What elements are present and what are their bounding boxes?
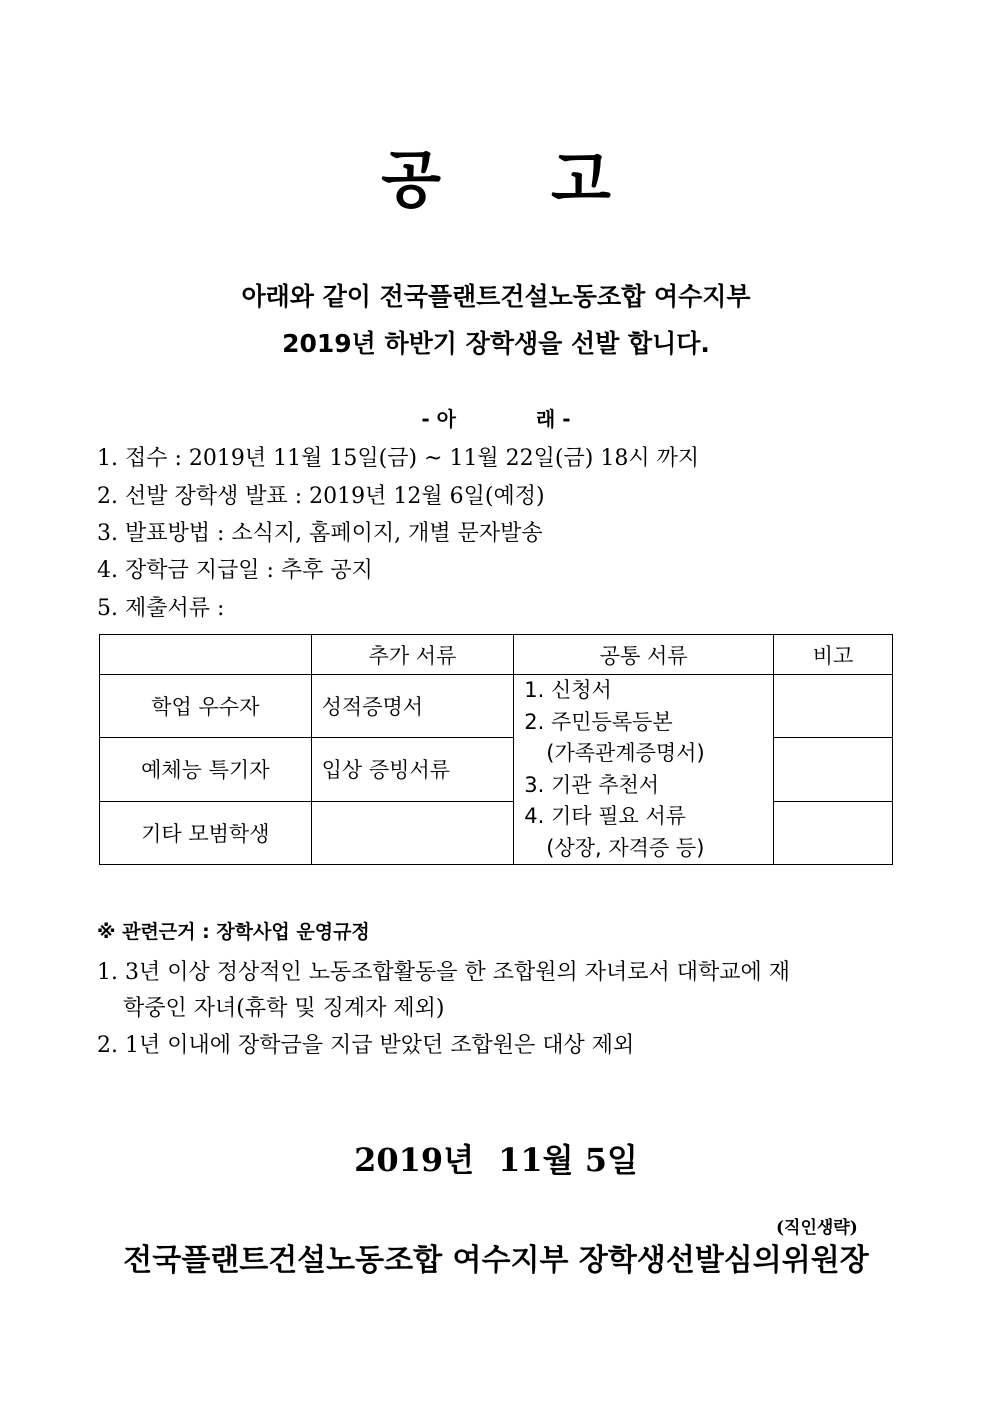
row-category: 기타 모범학생 [100, 801, 312, 864]
headline-line-2: 2019년 하반기 장학생을 선발 합니다. [282, 329, 710, 358]
row-category: 예체능 특기자 [100, 738, 312, 801]
table-row [100, 675, 893, 738]
row-remarks [774, 738, 893, 801]
documents-table [99, 634, 893, 865]
common-doc-1: 1. 신청서 [524, 678, 612, 702]
table-header-additional: 추가 서류 [311, 635, 514, 675]
basis-item-2: 2. 1년 이내에 장학금을 지급 받았던 조합원은 대상 제외 [97, 1033, 635, 1058]
seal-omitted-note: (직인생략) [776, 1218, 858, 1238]
notice-heading [0, 403, 992, 432]
item-reception: 1. 접수 : 2019년 11월 15일(금) ~ 11월 22일(금) 18시 까지 [97, 446, 700, 471]
date-month-day: 11월 5일 [498, 1141, 638, 1179]
table-header-common: 공통 서류 [514, 635, 774, 675]
common-docs-cell [514, 675, 774, 865]
row-additional-docs: 입상 증빙서류 [311, 738, 514, 801]
item-payment-date: 4. 장학금 지급일 : 추후 공지 [97, 558, 373, 583]
common-docs-list [524, 675, 763, 864]
basis-item-1-line-1: 1. 3년 이상 정상적인 노동조합활동을 한 조합원의 자녀로서 대학교에 재 [97, 960, 790, 985]
title-char-1: 공 [381, 143, 441, 216]
signature: 전국플랜트건설노동조합 여수지부 장학생선발심의위원장 [123, 1243, 869, 1278]
page-title [0, 130, 992, 219]
table-header-remarks: 비고 [774, 635, 893, 675]
title-char-2: 고 [551, 143, 611, 216]
table-row [100, 738, 893, 801]
row-additional-docs [311, 801, 514, 864]
item-announcement: 2. 선발 장학생 발표 : 2019년 12월 6일(예정) [97, 484, 545, 509]
table-header-empty [100, 635, 312, 675]
notice-heading-right: 래 - [536, 407, 571, 431]
item-method: 3. 발표방법 : 소식지, 홈페이지, 개별 문자발송 [97, 521, 543, 546]
basis-heading: ※ 관련근거 : 장학사업 운영규정 [97, 921, 370, 943]
row-remarks [774, 801, 893, 864]
common-doc-2-note: (가족관계증명서) [546, 741, 705, 765]
common-doc-4: 4. 기타 필요 서류 [524, 804, 687, 828]
row-remarks [774, 675, 893, 738]
common-doc-3: 3. 기관 추천서 [524, 772, 660, 797]
row-category: 학업 우수자 [100, 675, 312, 738]
table-header-row [100, 635, 893, 675]
table-row [100, 801, 893, 864]
basis-item-1-line-2: 학중인 자녀(휴학 및 징계자 제외) [123, 996, 445, 1021]
headline-line-1: 아래와 같이 전국플랜트건설노동조합 여수지부 [241, 282, 751, 311]
common-doc-4-note: (상장, 자격증 등) [546, 835, 705, 860]
notice-heading-left: - 아 [421, 407, 456, 431]
date-year: 2019년 [354, 1141, 475, 1179]
item-documents: 5. 제출서류 : [97, 596, 225, 621]
row-additional-docs: 성적증명서 [311, 675, 514, 738]
common-doc-2: 2. 주민등록등본 [524, 709, 673, 734]
notice-date [0, 1135, 992, 1181]
